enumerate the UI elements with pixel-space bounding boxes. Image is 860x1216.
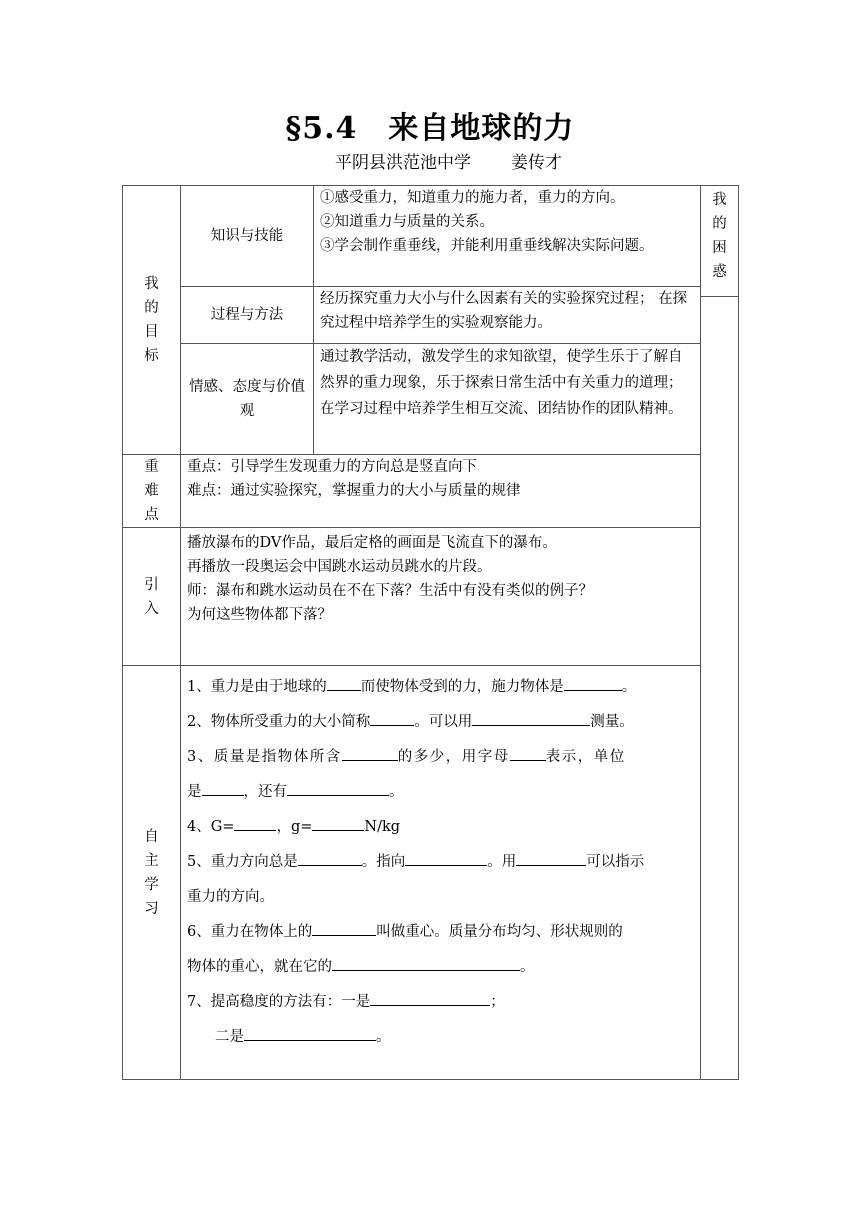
emotion-label: 情感、态度与价值观 [181,344,314,455]
question-text: 而使物体受到的力，施力物体是 [360,679,564,695]
selfstudy-header: 自主学习 [144,828,159,917]
question-4 [187,810,694,845]
question-text: N/kg [364,819,401,835]
question-text: 。 [520,959,535,975]
emotion-content: 通过教学活动，激发学生的求知欲望，使学生乐于了解自然界的重力现象，乐于探索日常生活中有关重力的道理；在学习过程中培养学生相互交流、团结协作的团队精神。 [314,344,701,455]
fill-blank [327,676,361,691]
intro-content [181,528,701,666]
keypoint-line: 重点：引导学生发现重力的方向总是竖直向下 [187,459,477,475]
question-text: 的多少，用字母 [397,749,510,765]
process-label: 过程与方法 [181,287,314,344]
question-text: 。用 [487,854,517,870]
question-3-cont [187,775,694,810]
school-name: 平阴县洪范池中学 [335,153,471,173]
fill-blank [298,851,362,866]
question-text: 重力的方向。 [187,889,274,905]
question-5 [187,845,694,880]
fill-blank [332,956,520,971]
question-text: 1、重力是由于地球的 [187,679,327,695]
question-text: 是 [187,784,202,800]
keypoints-content [181,455,701,528]
fill-blank [312,816,364,831]
lesson-table [122,185,739,1080]
knowledge-line: ①感受重力，知道重力的施力者，重力的方向。 [320,190,625,206]
selfstudy-header-cell [123,666,181,1080]
fill-blank [405,851,487,866]
question-text: ； [490,994,505,1010]
question-text: 6、重力在物体上的 [187,924,313,940]
question-5-cont [187,880,694,915]
question-text: 7、提高稳度的方法有：一是 [187,994,371,1010]
question-2 [187,705,694,740]
question-7 [187,985,694,1020]
knowledge-content [314,186,701,287]
knowledge-label: 知识与技能 [181,186,314,287]
question-text: 2、物体所受重力的大小简称 [187,714,371,730]
fill-blank [370,711,414,726]
keypoints-header: 重难点 [144,459,159,523]
question-text: 。可以用 [414,714,473,730]
question-text: ，g= [276,819,313,835]
selfstudy-content [181,666,701,1080]
keypoints-header-cell [123,455,181,528]
question-3 [187,740,694,775]
question-text: 。 [376,1029,391,1045]
question-text: 。 [389,784,404,800]
fill-blank [342,746,398,761]
intro-header-cell [123,528,181,666]
fill-blank [244,1026,376,1041]
fill-blank [202,781,244,796]
question-text: 5、重力方向总是 [187,854,298,870]
page-title: §5.4 来自地球的力 [285,111,575,146]
keypoint-line: 难点：通过实验探究，掌握重力的大小与质量的规律 [187,483,521,499]
question-text: 叫做重心。质量分布均匀、形状规则的 [376,924,623,940]
confusion-header-box [701,188,738,297]
question-text: 物体的重心，就在它的 [187,959,332,975]
fill-blank [312,921,376,936]
goals-header: 我的目标 [144,276,159,364]
process-content: 经历探究重力大小与什么因素有关的实验探究过程； 在探究过程中培养学生的实验观察能力。 [314,287,701,344]
intro-line: 为何这些物体都下落？ [187,607,332,623]
fill-blank [234,816,276,831]
question-text: 3、质量是指物体所含 [187,749,342,765]
question-text: 可以指示 [586,854,645,870]
question-text: 表示，单位 [545,749,626,765]
intro-line: 再播放一段奥运会中国跳水运动员跳水的片段。 [187,559,492,575]
question-text: 测量。 [590,714,634,730]
fill-blank [287,781,389,796]
confusion-header: 我的困惑 [712,192,727,280]
intro-line: 播放瀑布的DV作品，最后定格的画面是飞流直下的瀑布。 [187,535,557,551]
question-text: 4、G= [187,819,235,835]
question-1 [187,670,694,705]
knowledge-line: ②知道重力与质量的关系。 [320,214,494,230]
question-6 [187,915,694,950]
question-text: 二是 [215,1029,244,1045]
intro-header: 引入 [144,576,159,617]
intro-line: 师：瀑布和跳水运动员在不在下落？生活中有没有类似的例子？ [187,583,593,599]
author-name: 姜传才 [511,153,562,173]
question-6-cont [187,950,694,985]
fill-blank [564,676,622,691]
fill-blank [510,746,546,761]
fill-blank [370,991,490,1006]
knowledge-line: ③学会制作重垂线，并能利用重垂线解决实际问题。 [320,238,654,254]
fill-blank [516,851,586,866]
confusion-column [701,186,739,1080]
question-7-cont [187,1020,694,1055]
question-text: 。 [621,679,637,695]
question-text: 。指向 [361,854,406,870]
fill-blank [472,711,590,726]
subtitle [335,148,562,173]
goals-header-cell [123,186,181,455]
question-text: ，还有 [243,784,287,800]
